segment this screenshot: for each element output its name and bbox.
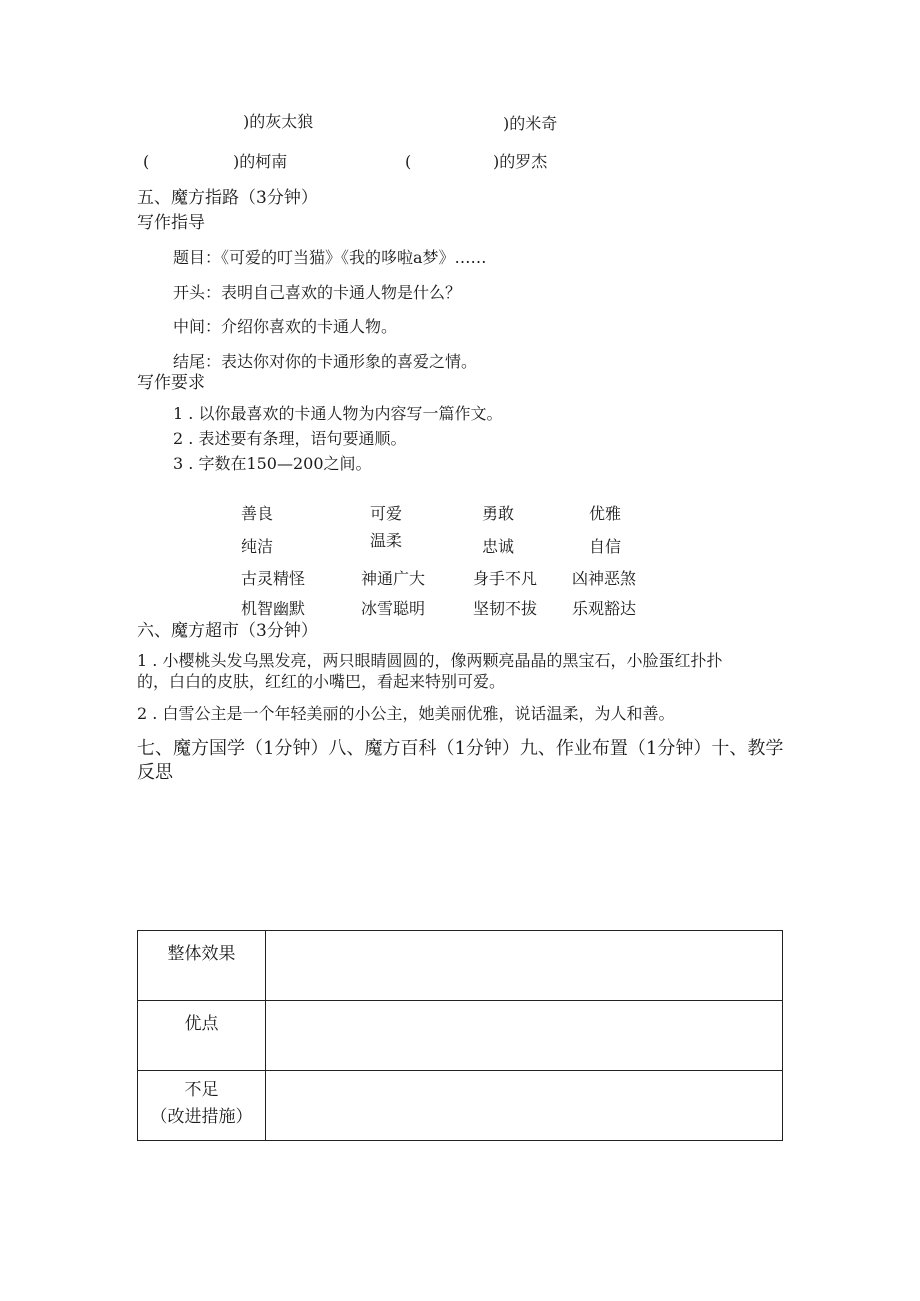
table-label-cell [138, 931, 266, 1001]
table-row [138, 931, 783, 1001]
word-bank-item: 古灵精怪 [241, 569, 306, 588]
blank-paren-open: ( [143, 152, 150, 171]
guide-ending: 结尾：表达你对你的卡通形象的喜爱之情。 [173, 352, 478, 371]
word-bank-item: 身手不凡 [473, 569, 538, 588]
word-bank-item: 凶神恶煞 [572, 569, 637, 588]
table-row [138, 1001, 783, 1071]
requirement-item: 2 . 表述要有条理，语句要通顺。 [173, 429, 407, 448]
guide-middle: 中间：介绍你喜欢的卡通人物。 [173, 317, 398, 336]
word-bank-item: 善良 [241, 504, 274, 523]
guide-opening: 开头：表明自己喜欢的卡通人物是什么？ [173, 283, 462, 302]
blank-paren-open: ( [405, 152, 412, 171]
sections-7-10-heading: 七、魔方国学（1分钟）八、魔方百科（1分钟）九、作业布置（1分钟）十、教学 [137, 738, 784, 759]
word-bank-item: 纯洁 [241, 537, 274, 556]
overall-effect-label: 整体效果 [167, 944, 236, 964]
example-paragraph-1-cont: 的，白白的皮肤，红红的小嘴巴，看起来特别可爱。 [137, 672, 506, 691]
table-label-cell [138, 1001, 266, 1071]
evaluation-table [137, 930, 783, 1141]
word-bank-item: 温柔 [370, 531, 403, 550]
blank-grey-wolf: )的灰太狼 [243, 112, 314, 131]
overall-effect-value[interactable] [266, 931, 783, 1001]
writing-guide-title: 写作指导 [137, 213, 205, 233]
requirement-item: 3 . 字数在150—200之间。 [173, 454, 372, 473]
example-paragraph-2: 2 . 白雪公主是一个年轻美丽的小公主，她美丽优雅，说话温柔，为人和善。 [137, 704, 675, 723]
word-bank-item: 忠诚 [482, 537, 515, 556]
word-bank-item: 神通广大 [361, 569, 426, 588]
table-row [138, 1071, 783, 1141]
section-6-heading: 六、魔方超市（3分钟） [137, 621, 318, 641]
guide-topic: 题目：《可爱的叮当猫》《我的哆啦a梦》…… [173, 248, 487, 267]
section-5-heading: 五、魔方指路（3分钟） [137, 188, 318, 208]
blank-conan: )的柯南 [233, 152, 288, 171]
weaknesses-value[interactable] [266, 1071, 783, 1141]
blank-roger: )的罗杰 [493, 152, 548, 171]
word-bank-item: 优雅 [589, 504, 622, 523]
word-bank-item: 可爱 [370, 504, 403, 523]
writing-requirements-title: 写作要求 [137, 373, 205, 393]
word-bank-item: 坚韧不拔 [473, 599, 538, 618]
example-paragraph-1: 1 . 小樱桃头发乌黑发亮，两只眼睛圆圆的，像两颗亮晶晶的黑宝石，小脸蛋红扑扑 [137, 651, 723, 670]
word-bank-item: 勇敢 [482, 504, 515, 523]
requirement-item: 1 . 以你最喜欢的卡通人物为内容写一篇作文。 [173, 404, 503, 423]
improvement-measures-label: （改进措施） [150, 1107, 253, 1128]
word-bank-item: 机智幽默 [241, 599, 306, 618]
weaknesses-label: 不足 [184, 1080, 219, 1100]
strengths-value[interactable] [266, 1001, 783, 1071]
sections-7-10-heading-cont: 反思 [137, 762, 173, 783]
word-bank-item: 冰雪聪明 [361, 599, 426, 618]
word-bank-item: 乐观豁达 [572, 599, 637, 618]
strengths-label: 优点 [184, 1014, 219, 1034]
table-label-cell [138, 1071, 266, 1141]
blank-mickey: )的米奇 [503, 114, 558, 133]
word-bank-item: 自信 [589, 537, 622, 556]
